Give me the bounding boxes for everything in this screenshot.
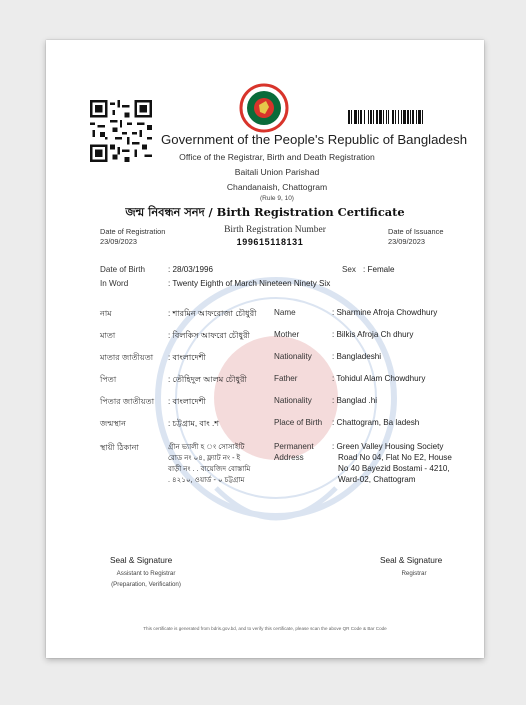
registrar-text: Registrar [401,570,427,577]
preparation-verification-text: (Preparation, Verification) [111,581,181,588]
mother-nationality-bn-value: : বাংলাদেশী [168,353,206,362]
mother-nationality-label: Nationality [274,352,312,361]
father-bn-value: : তৌহিদুল আলম চৌধুরী [168,375,247,384]
brn-label: Birth Registration Number [224,225,326,235]
place-of-birth-bn-label: জন্মস্থান [100,419,126,428]
address-bn-line-2: রোড নং ০৪, ফ্ল্যাট নং - ই [168,453,241,462]
rule-text: (Rule 9, 10) [260,195,294,202]
dob-label: Date of Birth [100,265,145,274]
father-nationality-bn-label: পিতার জাতীয়তা [100,397,155,406]
government-heading: Government of the People's Republic of Bangladesh [161,132,468,147]
office-heading: Office of the Registrar, Birth and Death Registration [179,152,375,162]
date-of-issuance-label: Date of Issuance [388,227,444,236]
father-nationality-value: : Banglad .hi [332,396,377,405]
mother-bn-label: মাতা [100,331,116,340]
verification-footer: This certificate is generated from bdris.gov.bd, and to verify this certificate, please scan the above QR Code & Bar Code [143,626,387,631]
seal-signature-left-title: Seal & Signature [110,555,173,565]
address-line-4: Ward-02, Chattogram [338,475,416,484]
mother-value: : Bilkis Afroja Ch dhury [332,330,414,339]
address-line-2: Road No 04, Flat No E2, House [338,453,452,462]
father-nationality-bn-value: : বাংলাদেশী [168,397,206,406]
father-bn-label: পিতা [100,375,117,384]
father-label: Father [274,374,298,383]
address-bn-label: স্থায়ী ঠিকানা [100,443,139,452]
place-of-birth-value: : Chattogram, Ba ladesh [332,418,420,427]
mother-bn-value: : বিলকিস আফরো চৌধুরী [168,331,250,340]
date-of-registration-value: 23/09/2023 [100,237,137,246]
address-label: Address [274,453,304,462]
name-label: Name [274,308,296,317]
certificate-title: জন্ম নিবন্ধন সনদ / Birth Registration Certificate [125,205,405,219]
in-word-label: In Word [100,279,129,288]
birth-registration-number: 19961511813​1 [236,237,304,247]
dob-value: : 28/03/1996 [168,265,214,274]
mother-nationality-bn-label: মাতার জাতীয়তা [100,353,154,362]
address-line-3: No 40 Bayezid Bostami - 4210, [338,464,450,473]
assistant-registrar-text: Assistant to Registrar [116,570,176,577]
in-word-value: : Twenty Eighth of March Nineteen Ninety Six [168,279,331,288]
location-heading: Chandanaish, Chattogram [226,182,328,192]
sex-label: Sex [342,265,356,274]
mother-nationality-value: : Bangladeshi [332,352,382,361]
date-of-issuance-value: 23/09/2023 [388,237,425,246]
address-bn-line-4: . ৪২১০, ওয়ার্ড - ০ চট্টগ্রাম [168,475,245,484]
place-of-birth-label: Place of Birth [274,418,323,427]
union-heading: Baitali Union Parishad [234,167,320,177]
date-of-registration-label: Date of Registration [100,227,166,236]
barcode [348,110,458,124]
government-emblem-icon [239,83,289,133]
address-bn-line-3: বাড়ী নং . . বায়েজিদ বোস্তামি [168,464,251,473]
father-value: : Tohidul Alam Chowdhury [332,374,426,383]
father-nationality-label: Nationality [274,396,312,405]
certificate-page [46,40,484,658]
seal-signature-right-title: Seal & Signature [380,555,443,565]
name-bn-value: : শারমিন আফরোজা চৌধুরী [168,309,257,318]
name-bn-label: নাম [100,309,112,318]
name-value: : Sharmine Afroja Chowdhury [332,308,438,317]
permanent-label: Permanent [274,442,314,451]
place-of-birth-bn-value: : চট্টগ্রাম, বাং .শ [168,419,219,428]
mother-label: Mother [274,330,300,339]
address-bn-line-1: গ্রীন ভ্যালী হ ং সোসাইটি [168,442,245,451]
sex-value: : Female [363,265,395,274]
address-line-1: : Green Valley Housing Society [332,442,444,451]
